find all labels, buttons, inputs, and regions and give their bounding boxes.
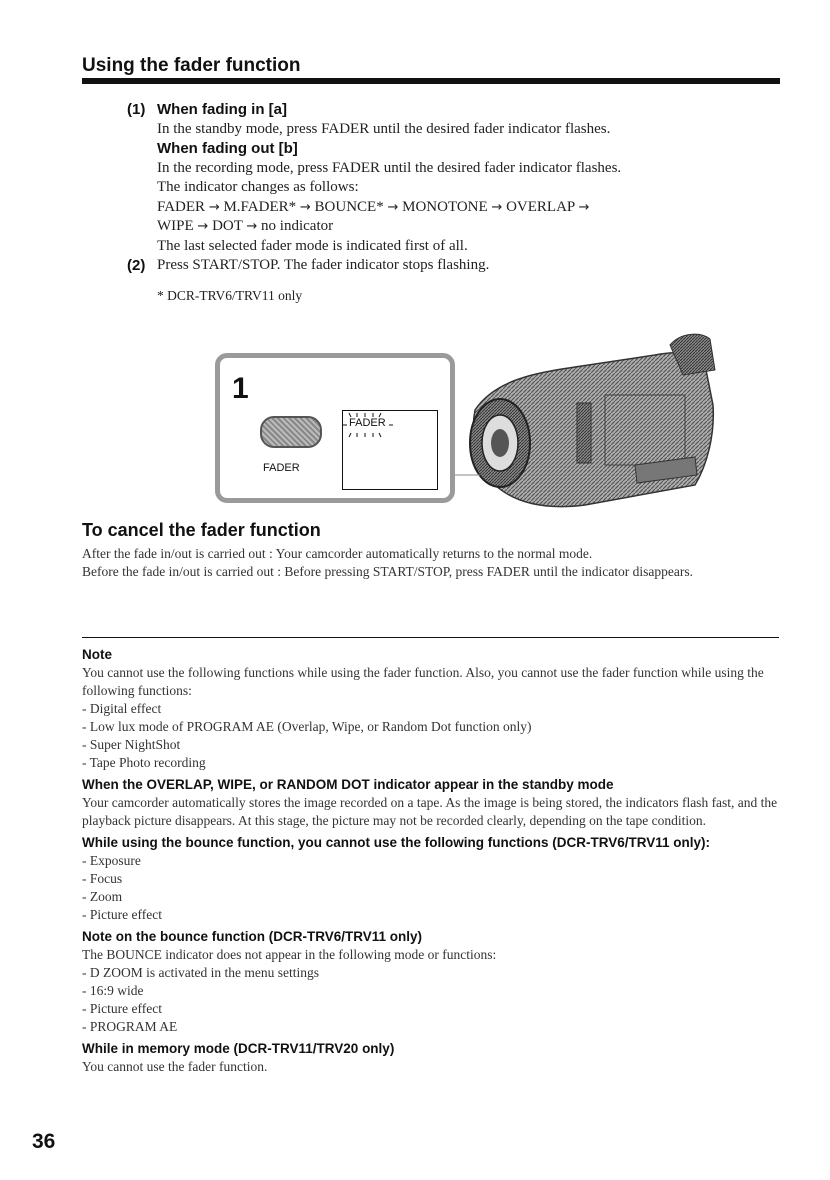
fader-button-label: FADER [263,462,300,474]
overlap-note-text: Your camcorder automatically stores the image recorded on a tape. As the image is being stored, the indicators flash fast, and the playback picture disappears. At this stage, the picture may not be recorded clearly, depending on the tape condition. [82,795,778,828]
step-2: (2) Press START/STOP. The fader indicator stops flashing. [127,257,490,274]
cancel-after-text: After the fade in/out is carried out : Your camcorder automatically returns to the normal mode. [82,546,593,561]
fade-out-heading: When fading out [b] [157,140,298,157]
step-1-number: (1) [127,101,146,118]
list-item: - Picture effect [82,907,162,922]
fader-button-icon [260,416,322,448]
footnote: * DCR-TRV6/TRV11 only [157,287,303,303]
lcd-screen [342,410,438,490]
bounce-function-note-title: Note on the bounce function (DCR-TRV6/TRV11 only) [82,929,423,944]
overlap-note-title: When the OVERLAP, WIPE, or RANDOM DOT indicator appear in the standby mode [82,777,614,792]
lcd-fader-label: FADER [349,417,386,429]
cancel-before-text: Before the fade in/out is carried out : Before pressing START/STOP, press FADER until the indicator disappears. [82,564,693,579]
steps-block [127,100,780,305]
list-item: - Exposure [82,853,141,868]
list-item: - Picture effect [82,1001,162,1016]
page-heading: Using the fader function [82,55,301,76]
list-item: - Digital effect [82,701,162,716]
bounce-note-title: While using the bounce function, you cannot use the following functions (DCR-TRV6/TRV11 only): [82,835,711,850]
memory-mode-text: You cannot use the fader function. [82,1059,268,1074]
list-item: - Focus [82,871,123,886]
cancel-section [82,545,782,581]
changes-text: The indicator changes as follows: [157,179,359,195]
note-intro: You cannot use the following functions while using the fader function. Also, you cannot use the fader function while using the following functions: [82,665,764,698]
fade-out-text: In the recording mode, press FADER until the desired fader indicator flashes. [157,159,622,176]
heading-rule [82,78,780,84]
last-selected-text: The last selected fader mode is indicated first of all. [157,237,468,254]
indicator-sequence-line1: FADER → M.FADER* → BOUNCE* → MONOTONE → OVERLAP → [157,198,590,215]
list-item: - Low lux mode of PROGRAM AE (Overlap, Wipe, or Random Dot function only) [82,719,532,734]
note-title: Note [82,647,112,662]
page-number: 36 [32,1130,56,1153]
fade-in-heading: (1) When fading in [a] [127,101,287,118]
list-item: - Tape Photo recording [82,755,206,770]
list-item: - PROGRAM AE [82,1019,178,1034]
step-2-number: (2) [127,257,146,274]
indicator-sequence-line2: WIPE → DOT → no indicator [157,218,334,234]
list-item: - Super NightShot [82,737,181,752]
camcorder-icon [455,325,717,510]
fader-illustration [215,325,715,510]
illustration-step-number: 1 [232,372,249,405]
note-rule [82,637,779,638]
bounce-function-note-text: The BOUNCE indicator does not appear in the following mode or functions: [82,947,497,962]
notes-section [82,642,782,1076]
cancel-section-title: To cancel the fader function [82,520,321,540]
list-item: - Zoom [82,889,123,904]
fade-in-text: In the standby mode, press FADER until the desired fader indicator flashes. [157,120,611,137]
callout-box [215,353,455,503]
memory-mode-title: While in memory mode (DCR-TRV11/TRV20 only) [82,1041,395,1056]
list-item: - 16:9 wide [82,983,144,998]
list-item: - D ZOOM is activated in the menu settings [82,965,319,980]
